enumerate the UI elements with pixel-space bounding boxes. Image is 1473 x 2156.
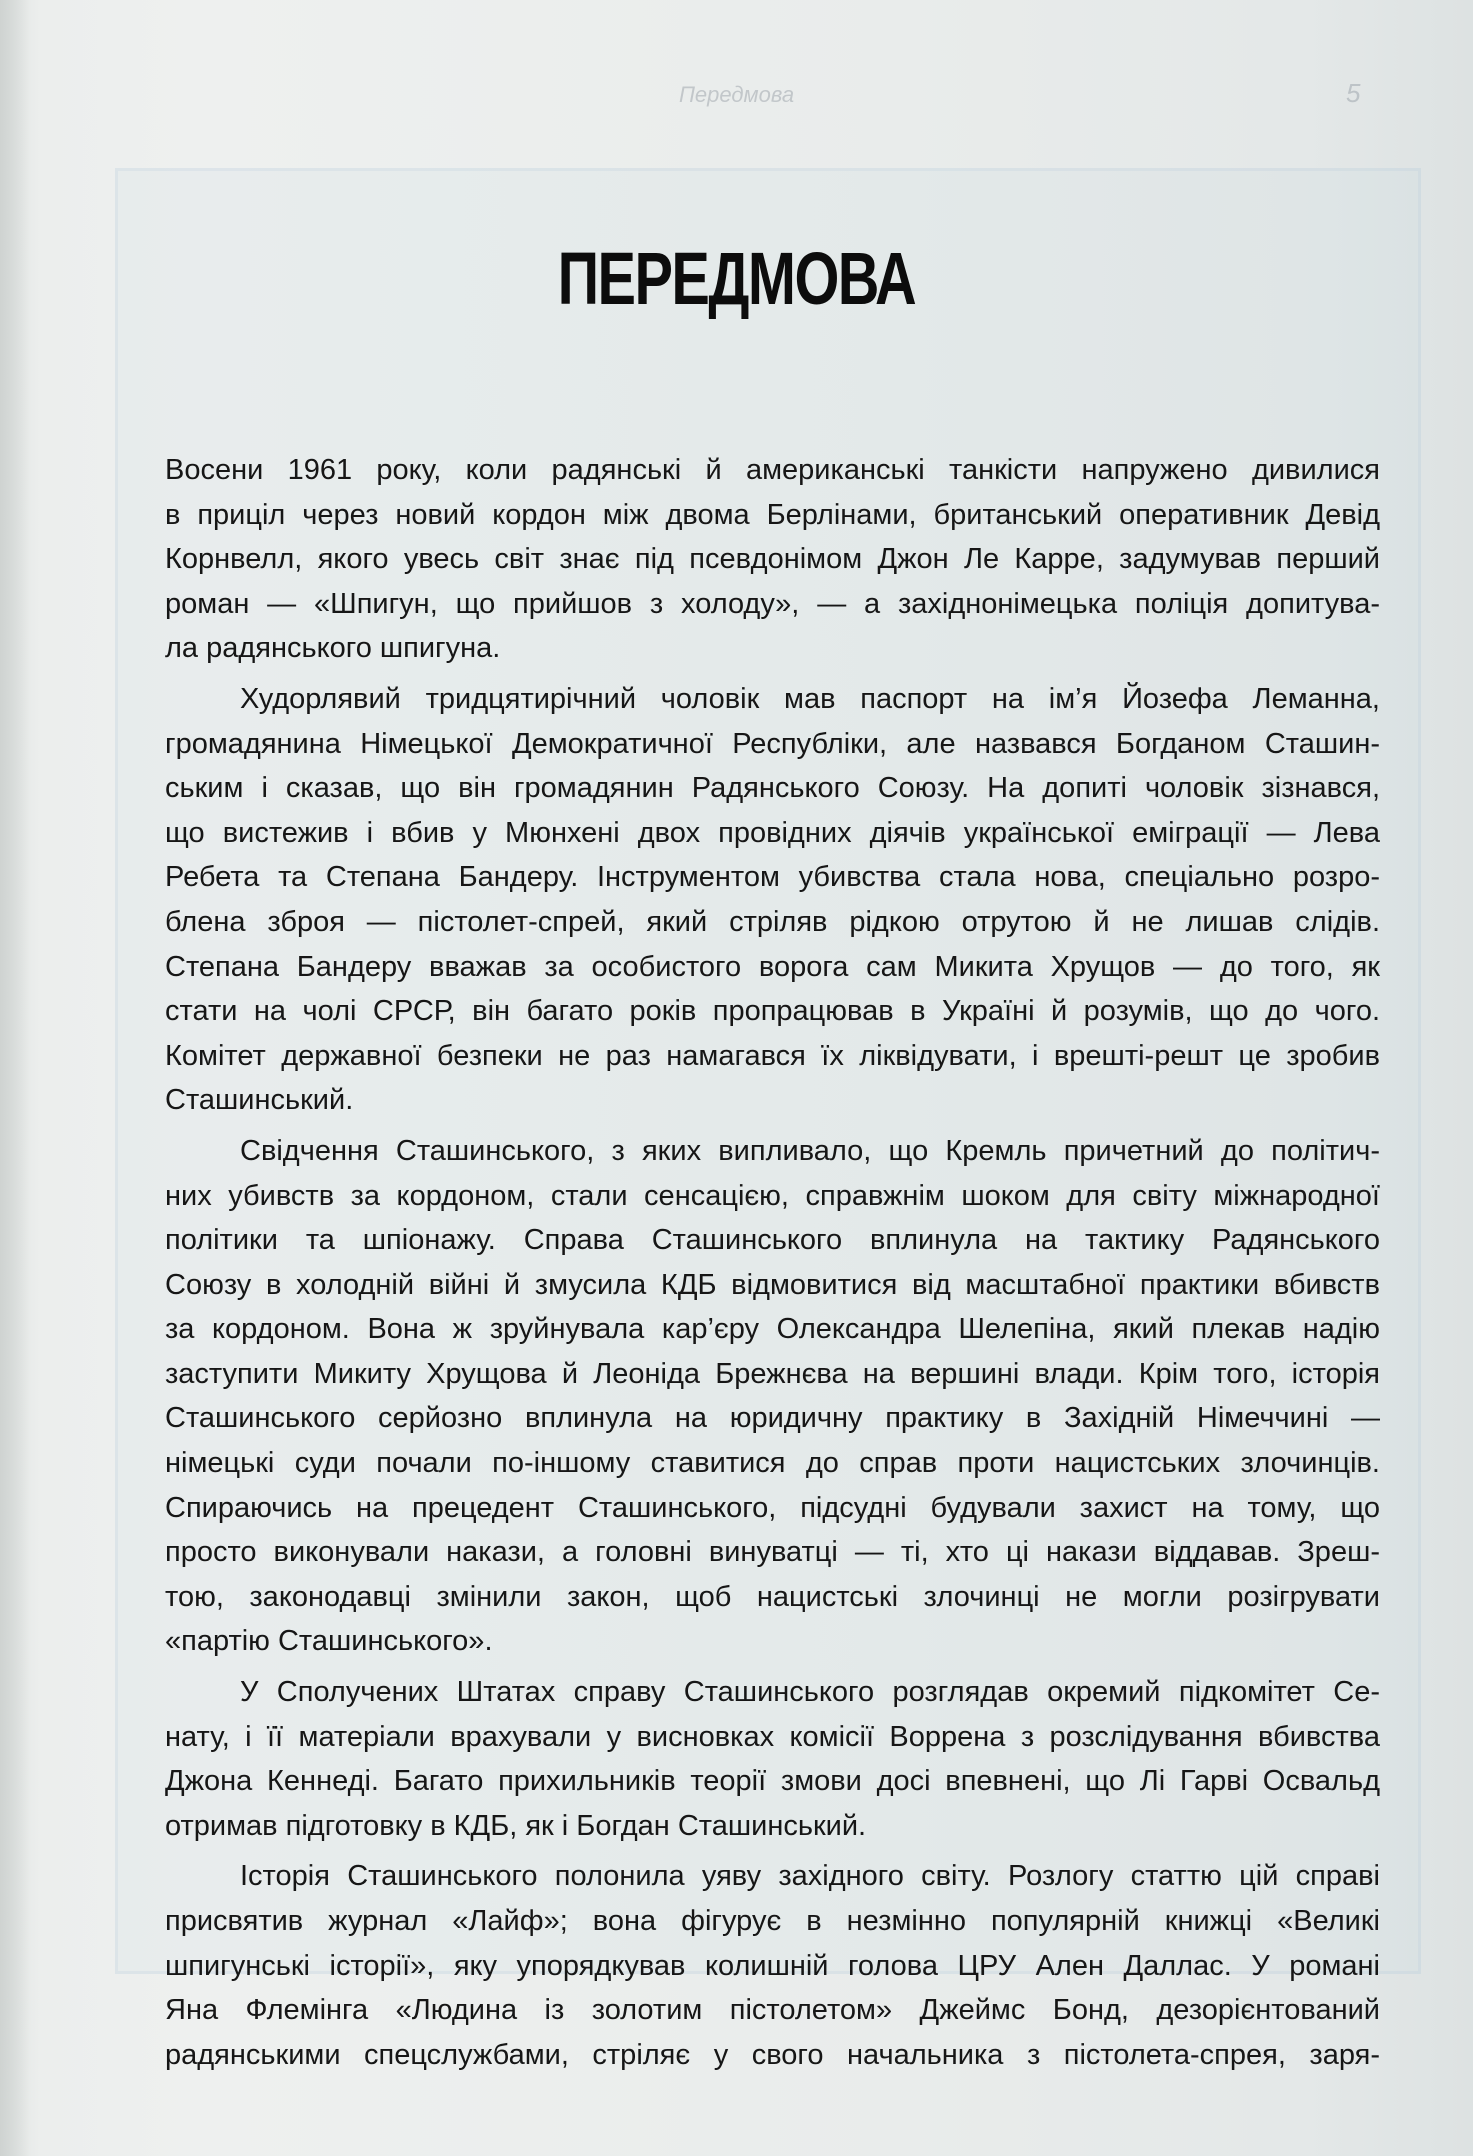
text-line: Корнвелл, якого увесь світ знає під псевдонімом Джон Ле Карре, задумував перший xyxy=(165,543,1380,576)
text-line: Восени 1961 року, коли радянські й американські танкісти напружено дивилися xyxy=(165,454,1380,486)
text-line: ським і сказав, що він громадянин Радянського Союзу. На допиті чоловік зізнався, xyxy=(165,772,1380,805)
text-line: блена зброя — пістолет-спрей, який стріляв рідкою отрутою й не лишав слідів. xyxy=(165,905,1380,938)
text-line: У Сполучених Штатах справу Сташинського розглядав окремий підкомітет Се- xyxy=(240,1676,1380,1709)
running-header: Передмова xyxy=(678,82,795,107)
page-title: ПЕРЕДМОВА xyxy=(557,237,916,320)
text-line: Історія Сташинського полонила уяву західного світу. Розлогу статтю цій справі xyxy=(240,1860,1380,1893)
text-line: німецькі суди почали по-іншому ставитися до справ проти нацистських злочинців. xyxy=(165,1447,1380,1480)
text-line: Сташинського серйозно вплинула на юридичну практику в Західній Німеччині — xyxy=(165,1402,1380,1435)
text-line: що вистежив і вбив у Мюнхені двох провідних діячів української еміграції — Лева xyxy=(165,816,1380,849)
text-line: Ребета та Степана Бандеру. Інструментом убивства стала нова, спеціально розро- xyxy=(165,861,1380,894)
text-line: Степана Бандеру вважав за особистого ворога сам Микита Хрущов — до того, як xyxy=(165,950,1380,983)
text-line: Свідчення Сташинського, з яких випливало, що Кремль причетний до політич- xyxy=(240,1134,1380,1167)
text-line: громадянина Німецької Демократичної Республіки, але назвався Богданом Сташин- xyxy=(165,727,1380,760)
text-line: просто виконували накази, а головні винуватці — ті, хто ці накази віддавав. Зреш- xyxy=(165,1536,1380,1569)
text-line: нату, і її матеріали врахували у висновках комісії Воррена з розслідування вбивства xyxy=(165,1720,1380,1753)
text-line: роман — «Шпигун, що прийшов з холоду», — а західнонімецька поліція допитува- xyxy=(165,587,1380,620)
text-line: Джона Кеннеді. Багато прихильників теорії змови досі впевнені, що Лі Гарві Освальд xyxy=(165,1765,1380,1798)
text-line: Яна Флемінга «Людина із золотим пістолетом» Джеймс Бонд, дезорієнтований xyxy=(165,1994,1380,2027)
text-line: Спираючись на прецедент Сташинського, підсудні будували захист на тому, що xyxy=(165,1491,1380,1524)
text-line: «партію Сташинського». xyxy=(165,1625,493,1658)
paragraph xyxy=(165,1670,1380,1848)
text-line: Худорлявий тридцятирічний чоловік мав паспорт на ім’я Йозефа Леманна, xyxy=(240,682,1380,715)
text-line: присвятив журнал «Лайф»; вона фігурує в незмінно популярній книжці «Великі xyxy=(165,1905,1380,1937)
page-edge-shadow xyxy=(0,0,30,2156)
text-line: заступити Микиту Хрущова й Леоніда Брежнєва на вершині влади. Крім того, історія xyxy=(165,1357,1380,1390)
text-line: Сташинський. xyxy=(165,1084,354,1117)
text-line: них убивств за кордоном, стали сенсацією, справжнім шоком для світу міжнародної xyxy=(165,1179,1380,1212)
page-number: 5 xyxy=(1346,78,1361,108)
text-line: радянськими спецслужбами, стріляє у свого начальника з пістолета-спрея, заря- xyxy=(165,2038,1380,2071)
body-text xyxy=(165,448,1380,2083)
text-line: шпигунські історії», яку упорядкував колишній голова ЦРУ Ален Даллас. У романі xyxy=(165,1949,1380,1982)
paragraph xyxy=(165,448,1380,671)
text-line: отримав підготовку в КДБ, як і Богдан Сташинський. xyxy=(165,1809,867,1842)
paragraph xyxy=(165,677,1380,1123)
text-line: Комітет державної безпеки не раз намагався їх ліквідувати, і врешті-решт це зробив xyxy=(165,1039,1380,1072)
text-line: тою, законодавці змінили закон, щоб нацистські злочинці не могли розігрувати xyxy=(165,1580,1380,1613)
paragraph xyxy=(165,1854,1380,2077)
paragraph xyxy=(165,1129,1380,1664)
text-line: Союзу в холодній війні й змусила КДБ відмовитися від масштабної практики вбивств xyxy=(165,1268,1380,1301)
text-line: політики та шпіонажу. Справа Сташинського вплинула на тактику Радянського xyxy=(165,1224,1380,1257)
text-line: ла радянського шпигуна. xyxy=(165,632,501,665)
text-line: стати на чолі СРСР, він багато років пропрацював в Україні й розумів, що до чого. xyxy=(165,995,1380,1028)
text-line: в приціл через новий кордон між двома Берлінами, британський оперативник Девід xyxy=(165,498,1380,531)
text-line: за кордоном. Вона ж зруйнувала кар’єру Олександра Шелепіна, який плекав надію xyxy=(165,1313,1380,1346)
